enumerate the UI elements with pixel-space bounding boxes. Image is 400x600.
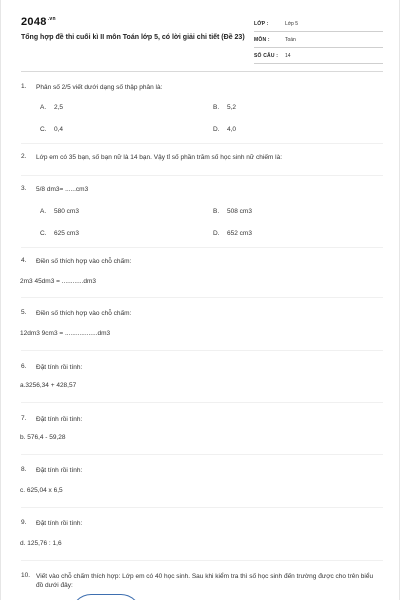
question-divider	[21, 402, 383, 403]
option-c[interactable]	[40, 230, 79, 237]
meta-key: LỚP :	[254, 21, 269, 27]
question-text: Viết vào chỗ chấm thích hợp: Lớp em có 40 học sinh. Sau khi kiểm tra thì số học sinh đến trường được cho trên biểu đồ dưới đây:	[36, 573, 374, 589]
option-d[interactable]	[213, 230, 252, 237]
option-c[interactable]	[40, 126, 63, 133]
option-value: 508 cm3	[227, 208, 252, 215]
logo-text: 2048	[21, 16, 47, 28]
question-text: Đặt tính rồi tính:	[36, 416, 83, 423]
question-number: 10.	[21, 572, 31, 579]
question-divider	[21, 247, 383, 248]
option-value: 2,5	[54, 104, 64, 111]
meta-row-class	[254, 18, 383, 32]
meta-row-subject	[254, 34, 383, 48]
question-number: 6.	[21, 363, 27, 370]
question-number: 7.	[21, 415, 27, 422]
header-divider	[21, 71, 383, 72]
question-number: 1.	[21, 83, 27, 90]
question-number: 8.	[21, 466, 27, 473]
question-text: Đặt tính rồi tính:	[36, 364, 83, 371]
option-letter: C.	[40, 230, 47, 237]
question-number: 4.	[21, 257, 27, 264]
option-d[interactable]	[213, 126, 236, 133]
logo-suffix: .vn	[47, 16, 56, 23]
option-a[interactable]	[40, 208, 79, 215]
pie-chart-edge	[71, 594, 141, 600]
question-number: 3.	[21, 185, 27, 192]
question-prompt: 2m3 45dm3 = ............dm3	[20, 278, 97, 285]
option-letter: C.	[40, 126, 47, 133]
option-b[interactable]	[213, 104, 236, 111]
question-text: 5/8 dm3= ......cm3	[36, 186, 89, 193]
question-divider	[21, 175, 383, 176]
question-prompt: b. 576,4 - 59,28	[20, 434, 66, 441]
question-text: Đặt tính rồi tính:	[36, 467, 83, 474]
question-text: Điền số thích hợp vào chỗ chấm:	[36, 310, 132, 317]
question-prompt: d. 125,76 : 1,6	[20, 540, 62, 547]
option-value: 4,0	[227, 126, 237, 133]
meta-value: Lớp 5	[285, 21, 299, 27]
question-prompt: c. 625,04 x 6,5	[20, 487, 63, 494]
meta-value: 14	[285, 53, 291, 59]
question-prompt: a.3256,34 + 428,57	[20, 382, 77, 389]
question-text: Lớp em có 35 bạn, số bạn nữ là 14 bạn. Vậy tỉ số phần trăm số học sinh nữ chiếm là:	[36, 154, 283, 161]
document-title: Tổng hợp đề thi cuối kì II môn Toán lớp 5, có lời giải chi tiết (Đề 23)	[21, 34, 245, 41]
option-letter: A.	[40, 104, 47, 111]
option-a[interactable]	[40, 104, 63, 111]
question-text: Điền số thích hợp vào chỗ chấm:	[36, 258, 132, 265]
question-text: Phân số 2/5 viết dưới dạng số thập phân là:	[36, 84, 163, 91]
meta-key: MÔN :	[254, 37, 270, 43]
option-value: 0,4	[54, 126, 64, 133]
option-letter: B.	[213, 208, 220, 215]
question-prompt: 12dm3 9cm3 = ..................dm3	[20, 330, 111, 337]
meta-panel	[254, 18, 383, 66]
option-value: 580 cm3	[54, 208, 79, 215]
site-logo[interactable]	[21, 16, 56, 28]
document-header	[21, 14, 383, 64]
option-letter: A.	[40, 208, 47, 215]
option-letter: B.	[213, 104, 220, 111]
option-letter: D.	[213, 230, 220, 237]
option-letter: D.	[213, 126, 220, 133]
option-b[interactable]	[213, 208, 252, 215]
question-number: 9.	[21, 519, 27, 526]
question-divider	[21, 350, 383, 351]
question-divider	[21, 143, 383, 144]
question-number: 5.	[21, 309, 27, 316]
question-number: 2.	[21, 153, 27, 160]
option-value: 652 cm3	[227, 230, 252, 237]
option-value: 625 cm3	[54, 230, 79, 237]
question-divider	[21, 507, 383, 508]
question-divider	[21, 454, 383, 455]
question-text: Đặt tính rồi tính:	[36, 520, 83, 527]
option-value: 5,2	[227, 104, 237, 111]
question-divider	[21, 560, 383, 561]
meta-value: Toán	[285, 37, 296, 43]
question-divider	[21, 297, 383, 298]
meta-key: SỐ CÂU :	[254, 53, 279, 59]
meta-row-count	[254, 50, 383, 64]
